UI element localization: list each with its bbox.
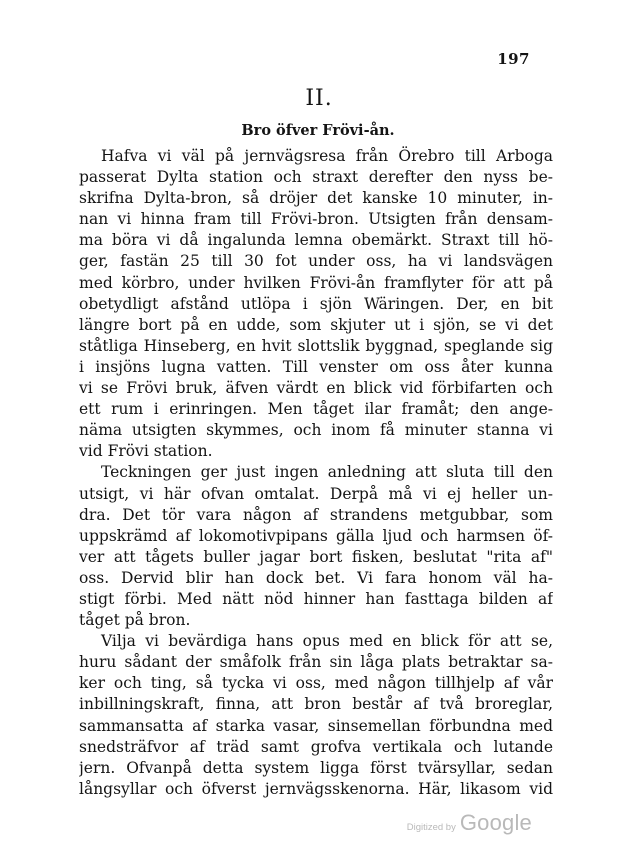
text-line: näma utsigten skymmes, och inom få minuter stanna vi <box>79 421 553 440</box>
section-title: Bro öfver Frövi-ån. <box>241 122 395 139</box>
text-line: Vilja vi bevärdiga hans opus med en blick för att se, <box>101 632 553 651</box>
text-line: passerat Dylta station och straxt derefter den nyss be- <box>79 168 553 187</box>
text-line: dra. Det tör vara någon af strandens metgubbar, som <box>79 505 553 524</box>
text-line: vi se Frövi bruk, äfven värdt en blick vid förbifarten och <box>79 379 553 398</box>
text-line: tåget på bron. <box>79 611 191 630</box>
text-line: huru sådant der småfolk från sin låga plats betraktar sa- <box>79 653 553 672</box>
text-line: ver att tågets buller jagar bort fisken, beslutat "rita af" <box>79 547 553 566</box>
text-line: i insjöns lugna vatten. Till venster om oss åter kunna <box>79 357 553 376</box>
text-line: ett rum i erinringen. Men tåget ilar framåt; den ange- <box>79 400 553 419</box>
text-line: med körbro, under hvilken Frövi-ån framflyter för att på <box>79 273 553 292</box>
text-line: inbillningskraft, finna, att bron består af två broreglar, <box>79 695 553 714</box>
text-line: uppskrämd af lokomotivpipans gälla ljud och harmsen öf- <box>79 526 553 545</box>
text-line: jern. Ofvanpå detta system ligga först tvärsyllar, sedan <box>79 758 553 777</box>
text-line: långsyllar och öfverst jernvägsskenorna. Här, likasom vid <box>79 779 553 798</box>
text-line: sammansatta af starka vasar, sinsemellan förbundna med <box>79 716 553 735</box>
paragraph-1 <box>79 146 553 462</box>
text-line: Hafva vi väl på jernvägsresa från Örebro till Arboga <box>101 147 553 165</box>
text-line: utsigt, vi här ofvan omtalat. Derpå må vi ej heller un- <box>79 484 553 503</box>
text-line: stigt förbi. Med nätt nöd hinner han fasttaga bilden af <box>79 589 553 608</box>
text-line: Teckningen ger just ingen anledning att sluta till den <box>101 463 553 482</box>
paragraph-2 <box>79 462 553 631</box>
text-line: nan vi hinna fram till Frövi-bron. Utsigten från densam- <box>79 210 553 229</box>
google-logo: Google <box>459 810 532 835</box>
google-watermark <box>407 810 532 836</box>
text-line: oss. Dervid blir han dock bet. Vi fara honom väl ha- <box>79 568 553 587</box>
text-line: längre bort på en udde, som skjuter ut i sjön, se vi det <box>79 315 553 334</box>
text-line: ker och ting, så tycka vi oss, med någon tillhjelp af vår <box>79 674 553 693</box>
text-line: skrifna Dylta-bron, så dröjer det kanske 10 minuter, in- <box>79 189 553 208</box>
text-line: ma böra vi då ingalunda lemna obemärkt. Straxt till hö- <box>79 231 553 250</box>
text-line: ståtliga Hinseberg, en hvit slottslik byggnad, speglande sig <box>79 336 553 355</box>
page-number: 197 <box>497 50 530 68</box>
text-line: ger, fastän 25 till 30 fot under oss, ha vi landsvägen <box>79 252 553 271</box>
chapter-numeral: II. <box>305 86 333 111</box>
body-text <box>79 146 553 800</box>
text-line: vid Frövi station. <box>79 442 213 461</box>
paragraph-3 <box>79 631 553 800</box>
text-line: obetydligt afstånd utlöpa i sjön Wäringen. Der, en bit <box>79 294 553 313</box>
text-line: snedsträfvor af träd samt grofva vertikala och lutande <box>79 737 553 756</box>
watermark-prefix: Digitized by <box>406 822 456 833</box>
